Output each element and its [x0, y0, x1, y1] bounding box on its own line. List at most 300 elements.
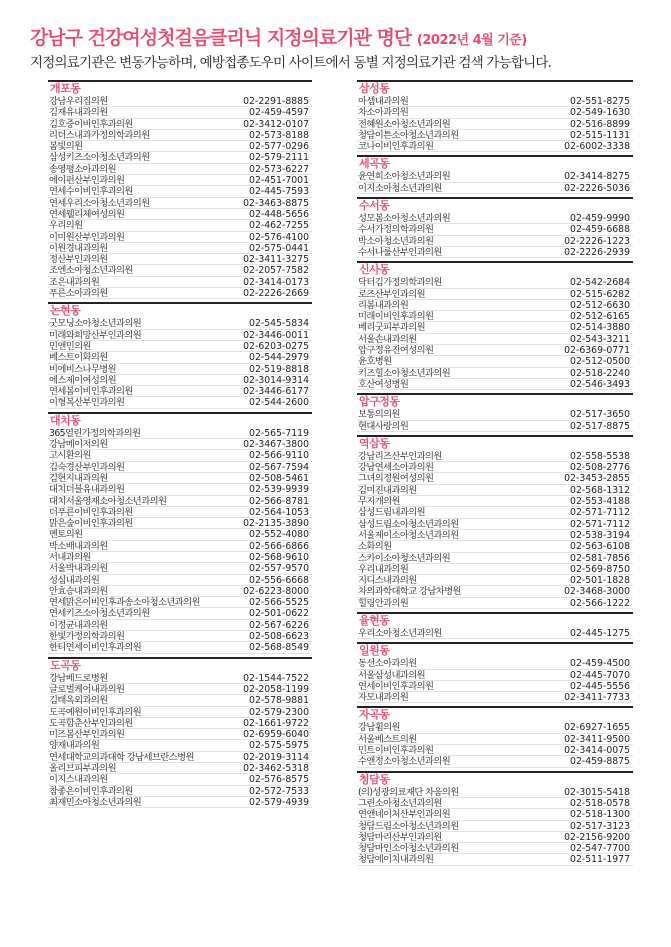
clinic-phone: 02-576-8575 — [249, 774, 309, 786]
clinic-row — [48, 608, 312, 619]
clinic-row — [357, 843, 633, 854]
clinic-phone: 02-445-5556 — [570, 680, 630, 692]
clinic-phone: 02-2156-9200 — [564, 831, 630, 843]
clinic-row — [48, 186, 312, 197]
page-title — [30, 27, 527, 52]
clinic-row — [357, 798, 633, 809]
clinic-row — [357, 507, 633, 518]
clinic-phone: 02-545-5834 — [249, 318, 309, 330]
clinic-name: 박소배내과의원 — [49, 540, 108, 551]
reference-date: (2022년 4월 기준) — [416, 33, 527, 48]
clinic-name: 삼성키즈소아청소년과의원 — [49, 152, 150, 163]
clinic-name: 김태옥외과의원 — [49, 695, 108, 706]
clinic-row — [357, 670, 633, 681]
clinic-row — [48, 152, 312, 163]
clinic-name: 연세웰리체여성의원 — [49, 208, 125, 220]
clinic-name: 강남휨의원 — [358, 722, 400, 733]
clinic-phone: 02-538-3194 — [570, 529, 630, 541]
clinic-row — [48, 507, 312, 518]
dong-section — [48, 80, 312, 299]
clinic-row — [48, 341, 312, 352]
clinic-name: 청담에이치내과의원 — [358, 854, 434, 865]
clinic-phone: 02-459-4597 — [249, 107, 309, 119]
clinic-phone: 02-501-1828 — [570, 575, 630, 587]
clinic-phone: 02-568-1312 — [570, 484, 630, 496]
clinic-row — [48, 575, 312, 586]
clinic-name: 올리브피부과의원 — [49, 763, 117, 774]
clinic-phone: 02-566-5525 — [249, 597, 309, 609]
clinic-name: 연세맑은이비인후과송소아청소년과의원 — [49, 597, 200, 608]
clinic-row — [48, 718, 312, 729]
clinic-name: 우리의원 — [49, 220, 83, 231]
clinic-phone: 02-511-1977 — [570, 854, 630, 866]
clinic-row — [48, 673, 312, 684]
clinic-phone: 02-557-9570 — [249, 563, 309, 575]
clinic-row — [357, 745, 633, 756]
clinic-row — [48, 752, 312, 763]
clinic-name: 서울손내과의원 — [358, 333, 417, 345]
clinic-phone: 02-6223-8000 — [243, 585, 309, 597]
clinic-name: 우리내과의원 — [358, 563, 409, 575]
clinic-row — [48, 484, 312, 495]
clinic-row — [48, 620, 312, 631]
clinic-row — [357, 734, 633, 745]
clinic-name: 푸른소아과의원 — [49, 288, 108, 299]
clinic-name: 정산부인과의원 — [49, 254, 108, 265]
dong-heading: 청담동 — [359, 772, 390, 786]
clinic-name: 에이펀산부인과의원 — [49, 175, 125, 186]
clinic-phone: 02-566-1222 — [570, 597, 630, 609]
clinic-row — [48, 541, 312, 552]
clinic-name: 리봄내과의원 — [358, 299, 409, 311]
clinic-phone: 02-571-7112 — [570, 507, 630, 519]
dong-section — [357, 435, 633, 609]
clinic-phone: 02-459-6688 — [570, 224, 630, 236]
clinic-name: 대치서울영재소아청소년과의원 — [49, 495, 167, 506]
clinic-phone: 02-1661-9722 — [243, 717, 309, 729]
clinic-name: 안효승내과의원 — [49, 585, 108, 597]
clinic-row — [357, 756, 633, 767]
clinic-name: 김숙경산부인과의원 — [49, 461, 125, 472]
clinic-row — [48, 707, 312, 718]
right-column — [357, 80, 633, 866]
clinic-row — [357, 300, 633, 311]
clinic-phone: 02-514-3880 — [570, 322, 630, 334]
clinic-name: 도곡예원이비인후과의원 — [49, 706, 142, 717]
clinic-phone: 02-547-7700 — [570, 843, 630, 855]
clinic-row — [48, 375, 312, 386]
clinic-name: 스카이소아청소년과의원 — [358, 552, 451, 563]
clinic-name: 자모내과의원 — [358, 692, 409, 703]
clinic-name: 에스제이여성의원 — [49, 374, 117, 386]
clinic-phone: 02-549-1630 — [570, 107, 630, 119]
clinic-row — [357, 213, 633, 224]
clinic-phone: 02-3446-6177 — [243, 386, 309, 398]
clinic-name: (의)성광의료재단 차움의원 — [358, 786, 459, 797]
clinic-row — [48, 529, 312, 540]
clinic-row — [48, 439, 312, 450]
clinic-name: 수서나룰산부인과의원 — [358, 246, 442, 258]
dong-heading: 대치동 — [50, 413, 81, 427]
clinic-row — [357, 289, 633, 300]
clinic-phone: 02-578-9881 — [249, 695, 309, 707]
clinic-row — [357, 598, 633, 609]
clinic-phone: 02-519-8818 — [249, 363, 309, 375]
left-column — [48, 80, 312, 808]
clinic-name: 김미진내과의원 — [358, 484, 417, 496]
clinic-name: 멘토의원 — [49, 529, 83, 540]
clinic-row — [357, 854, 633, 865]
clinic-phone: 02-6002-3338 — [564, 141, 630, 153]
dong-heading: 수서동 — [359, 199, 390, 213]
clinic-name: 아셈내과의원 — [358, 96, 409, 107]
clinic-phone: 02-518-1300 — [570, 809, 630, 821]
clinic-phone: 02-539-9939 — [249, 484, 309, 496]
clinic-name: 봄빛의원 — [49, 141, 83, 152]
clinic-phone: 02-6927-1655 — [564, 722, 630, 734]
clinic-name: 청담드림소아청소년과의원 — [358, 820, 459, 831]
clinic-row — [357, 485, 633, 496]
clinic-row — [48, 330, 312, 341]
clinic-phone: 02-568-9610 — [249, 551, 309, 563]
clinic-name: 로즈산부인과의원 — [358, 288, 426, 299]
clinic-phone: 02-573-8188 — [249, 129, 309, 141]
clinic-phone: 02-459-9990 — [570, 213, 630, 225]
clinic-phone: 02-3411-3275 — [243, 254, 309, 266]
clinic-name: 청담마인소아청소년과의원 — [358, 843, 459, 854]
clinic-phone: 02-1544-7522 — [243, 672, 309, 684]
clinic-row — [48, 797, 312, 808]
clinic-row — [48, 774, 312, 785]
clinic-name: 이지소아청소년과의원 — [358, 182, 442, 194]
dong-section — [357, 155, 633, 194]
clinic-row — [48, 141, 312, 152]
dong-heading: 율현동 — [359, 613, 390, 627]
clinic-row — [357, 692, 633, 703]
clinic-phone: 02-3414-0075 — [564, 745, 630, 757]
clinic-phone: 02-515-6282 — [570, 288, 630, 300]
clinic-row — [48, 695, 312, 706]
clinic-row — [48, 763, 312, 774]
clinic-phone: 02-462-7255 — [249, 220, 309, 232]
clinic-row — [357, 809, 633, 820]
clinic-name: 강남메이저의원 — [49, 439, 108, 450]
dong-section — [357, 197, 633, 258]
clinic-row — [48, 209, 312, 220]
clinic-name: 보통의의원 — [358, 409, 400, 420]
clinic-name: 연세대학교의과대학 강남세브란스병원 — [49, 751, 194, 763]
clinic-row — [357, 107, 633, 118]
clinic-phone: 02-3411-7733 — [564, 692, 630, 704]
clinic-phone: 02-3462-5318 — [243, 763, 309, 775]
clinic-phone: 02-2058-1199 — [243, 683, 309, 695]
clinic-row — [48, 364, 312, 375]
clinic-row — [48, 428, 312, 439]
clinic-name: 청담이튼소아청소년과의원 — [358, 129, 459, 141]
clinic-name: 그녀의정원여성의원 — [358, 473, 434, 484]
clinic-row — [48, 243, 312, 254]
dong-section — [48, 657, 312, 809]
clinic-row — [48, 552, 312, 563]
clinic-name: 도곡함춘산부인과의원 — [49, 717, 133, 729]
clinic-name: 미래이비인후과의원 — [358, 311, 434, 322]
clinic-row — [48, 586, 312, 597]
clinic-row — [48, 198, 312, 209]
clinic-phone: 02-543-3211 — [570, 333, 630, 345]
clinic-phone: 02-516-8899 — [570, 118, 630, 130]
clinic-row — [357, 183, 633, 194]
clinic-row — [48, 597, 312, 608]
clinic-name: 연세수이비인후과의원 — [49, 186, 133, 197]
clinic-name: 윤연희소아청소년과의원 — [358, 171, 451, 182]
clinic-phone: 02-2291-8885 — [243, 96, 309, 107]
clinic-name: 차소아과의원 — [358, 107, 409, 118]
clinic-phone: 02-565-7119 — [249, 427, 309, 439]
clinic-name: 강남우리집의원 — [49, 96, 108, 107]
clinic-name: 서내과의원 — [49, 551, 91, 563]
clinic-row — [48, 642, 312, 653]
clinic-name: 코나이비인후과의원 — [358, 141, 434, 152]
clinic-name: 365열린가정의학과의원 — [49, 427, 141, 439]
clinic-row — [48, 786, 312, 797]
dong-heading: 역삼동 — [359, 436, 390, 450]
clinic-phone: 02-566-6866 — [249, 540, 309, 552]
clinic-row — [357, 119, 633, 130]
clinic-phone: 02-542-2684 — [570, 277, 630, 289]
clinic-phone: 02-567-6226 — [249, 619, 309, 631]
clinic-row — [48, 397, 312, 408]
clinic-phone: 02-566-8781 — [249, 495, 309, 507]
clinic-row — [48, 496, 312, 507]
clinic-phone: 02-445-7070 — [570, 669, 630, 681]
clinic-name: 송영평소아과의원 — [49, 163, 117, 175]
clinic-name: 연앤네이처산부인과의원 — [358, 809, 451, 820]
dong-heading: 자곡동 — [359, 708, 390, 722]
clinic-name: 이원경내과의원 — [49, 242, 108, 254]
clinic-phone: 02-577-0296 — [249, 141, 309, 153]
clinic-phone: 02-3468-3000 — [564, 586, 630, 598]
clinic-phone: 02-567-7594 — [249, 461, 309, 473]
clinic-phone: 02-579-4939 — [249, 796, 309, 808]
clinic-phone: 02-579-2111 — [249, 152, 309, 164]
clinic-name: 삼성드림내과의원 — [358, 507, 426, 518]
clinic-phone: 02-3412-0107 — [243, 118, 309, 130]
clinic-row — [48, 684, 312, 695]
clinic-name: 무지개의원 — [358, 496, 400, 507]
clinic-name: 김재유내과의원 — [49, 107, 108, 118]
clinic-phone: 02-552-4080 — [249, 529, 309, 541]
clinic-row — [48, 631, 312, 642]
clinic-phone: 02-3453-2855 — [564, 473, 630, 485]
clinic-row — [48, 232, 312, 243]
clinic-name: 맑은숲이비인후과의원 — [49, 518, 133, 529]
clinic-phone: 02-3467-3800 — [243, 439, 309, 451]
clinic-name: 차의과학대학교 강남차병원 — [358, 586, 461, 597]
clinic-row — [357, 451, 633, 462]
clinic-name: 성모봄소아청소년과의원 — [358, 213, 451, 224]
clinic-phone: 02-2019-3114 — [243, 751, 309, 763]
clinic-row — [357, 322, 633, 333]
clinic-row — [48, 175, 312, 186]
clinic-name: 서울제이소아청소년과의원 — [358, 529, 459, 541]
dong-heading: 도곡동 — [50, 658, 81, 672]
clinic-row — [48, 352, 312, 363]
clinic-row — [48, 107, 312, 118]
clinic-row — [357, 224, 633, 235]
clinic-row — [357, 96, 633, 107]
clinic-row — [357, 722, 633, 733]
clinic-row — [357, 421, 633, 432]
clinic-row — [357, 519, 633, 530]
clinic-phone: 02-544-2979 — [249, 352, 309, 364]
clinic-row — [357, 277, 633, 288]
clinic-row — [357, 356, 633, 367]
clinic-name: 대치더블유내과의원 — [49, 484, 125, 495]
clinic-row — [357, 345, 633, 356]
clinic-phone: 02-445-1275 — [570, 627, 630, 639]
clinic-name: 이미원산부인과의원 — [49, 231, 125, 242]
clinic-row — [357, 821, 633, 832]
clinic-phone: 02-517-8875 — [570, 420, 630, 432]
clinic-row — [357, 409, 633, 420]
clinic-name: 전혜원소아청소년과의원 — [358, 118, 451, 129]
clinic-name: 미래와희망산부인과의원 — [49, 329, 142, 340]
clinic-phone: 02-501-0622 — [249, 608, 309, 620]
dong-section — [357, 612, 633, 639]
clinic-row — [357, 681, 633, 692]
clinic-name: 이지스내과의원 — [49, 774, 108, 785]
clinic-name: 성심내과의원 — [49, 574, 100, 585]
clinic-row — [48, 518, 312, 529]
clinic-name: 서울박내과의원 — [49, 563, 108, 574]
clinic-row — [357, 247, 633, 258]
clinic-name: 고시환의원 — [49, 450, 91, 461]
clinic-row — [48, 119, 312, 130]
clinic-name: 민트이비인후과의원 — [358, 745, 434, 756]
clinic-phone: 02-515-1131 — [570, 129, 630, 141]
clinic-name: 현대사랑의원 — [358, 420, 409, 431]
clinic-row — [48, 220, 312, 231]
clinic-phone: 02-3463-8875 — [243, 197, 309, 209]
clinic-name: 이정균내과의원 — [49, 619, 108, 631]
clinic-row — [357, 628, 633, 639]
clinic-row — [357, 141, 633, 152]
clinic-row — [357, 658, 633, 669]
clinic-name: 비에비스나무병원 — [49, 363, 117, 374]
clinic-row — [48, 288, 312, 299]
clinic-phone: 02-551-8275 — [570, 96, 630, 107]
clinic-name: 더푸른이비인후과의원 — [49, 506, 133, 518]
clinic-phone: 02-512-6630 — [570, 299, 630, 311]
clinic-row — [357, 787, 633, 798]
clinic-row — [357, 368, 633, 379]
dong-section — [48, 412, 312, 654]
clinic-name: 연세이비인후과의원 — [358, 680, 434, 692]
clinic-name: 서울베스트의원 — [358, 733, 417, 745]
clinic-row — [357, 564, 633, 575]
clinic-row — [48, 265, 312, 276]
clinic-phone: 02-546-3493 — [570, 378, 630, 390]
clinic-phone: 02-573-6227 — [249, 163, 309, 175]
clinic-phone: 02-556-6668 — [249, 574, 309, 586]
clinic-phone: 02-512-0500 — [570, 356, 630, 368]
clinic-phone: 02-569-8750 — [570, 563, 630, 575]
clinic-row — [357, 541, 633, 552]
dong-heading: 세곡동 — [359, 157, 390, 171]
clinic-phone: 02-508-5461 — [249, 472, 309, 484]
clinic-phone: 02-2226-5036 — [564, 182, 630, 194]
clinic-row — [357, 311, 633, 322]
clinic-phone: 02-575-0441 — [249, 242, 309, 254]
clinic-name: 우리소아청소년과의원 — [358, 627, 442, 639]
clinic-phone: 02-508-2776 — [570, 462, 630, 474]
clinic-row — [357, 334, 633, 345]
clinic-name: 강남베드로병원 — [49, 672, 108, 683]
clinic-name: 한빛가정의학과의원 — [49, 631, 125, 642]
clinic-row — [48, 164, 312, 175]
clinic-phone: 02-553-4188 — [570, 496, 630, 508]
clinic-row — [48, 563, 312, 574]
clinic-phone: 02-581-7856 — [570, 552, 630, 564]
dong-section — [357, 771, 633, 866]
clinic-phone: 02-558-5538 — [570, 450, 630, 462]
clinic-phone: 02-6203-0275 — [243, 340, 309, 352]
clinic-row — [357, 553, 633, 564]
clinic-name: 청담마리산부인과의원 — [358, 831, 442, 843]
dong-section — [357, 80, 633, 152]
clinic-phone: 02-3414-0173 — [243, 276, 309, 288]
clinic-row — [48, 462, 312, 473]
clinic-row — [48, 740, 312, 751]
clinic-phone: 02-2226-2669 — [243, 288, 309, 300]
clinic-name: 김호중이비인후과의원 — [49, 118, 133, 129]
clinic-phone: 02-459-4500 — [570, 658, 630, 670]
clinic-row — [357, 462, 633, 473]
clinic-row — [357, 530, 633, 541]
dong-heading: 신사동 — [359, 263, 390, 277]
title-text: 강남구 건강여성첫걸음클리닉 지정의료기관 명단 — [30, 27, 412, 49]
clinic-phone: 02-2135-3890 — [243, 518, 309, 530]
clinic-row — [357, 379, 633, 390]
dong-section — [48, 302, 312, 408]
clinic-name: 강남리즈산부인과의원 — [358, 450, 442, 462]
clinic-phone: 02-448-5656 — [249, 208, 309, 220]
clinic-name: 연세봄이비인후과의원 — [49, 386, 133, 397]
clinic-name: 서울삼성내과의원 — [358, 669, 426, 680]
clinic-phone: 02-3014-9314 — [243, 374, 309, 386]
dong-heading: 삼성동 — [359, 82, 390, 95]
dong-section — [357, 393, 633, 432]
clinic-phone: 02-6959-6040 — [243, 729, 309, 741]
clinic-row — [357, 832, 633, 843]
clinic-phone: 02-518-0578 — [570, 797, 630, 809]
clinic-name: 이형복산부인과의원 — [49, 397, 125, 408]
clinic-row — [357, 586, 633, 597]
clinic-phone: 02-544-2600 — [249, 397, 309, 409]
dong-heading: 개포동 — [50, 82, 81, 95]
clinic-row — [357, 473, 633, 484]
clinic-name: 소화의원 — [358, 541, 392, 552]
clinic-name: 조엔소아청소년과의원 — [49, 265, 133, 276]
clinic-name: 강남연세소아과의원 — [358, 462, 434, 473]
clinic-phone: 02-517-3650 — [570, 409, 630, 421]
clinic-name: 윤호병원 — [358, 356, 392, 367]
clinic-phone: 02-571-7112 — [570, 518, 630, 530]
dong-heading: 일원동 — [359, 644, 390, 658]
clinic-phone: 02-451-7001 — [249, 175, 309, 187]
clinic-row — [48, 473, 312, 484]
clinic-name: 양재내과의원 — [49, 740, 100, 751]
